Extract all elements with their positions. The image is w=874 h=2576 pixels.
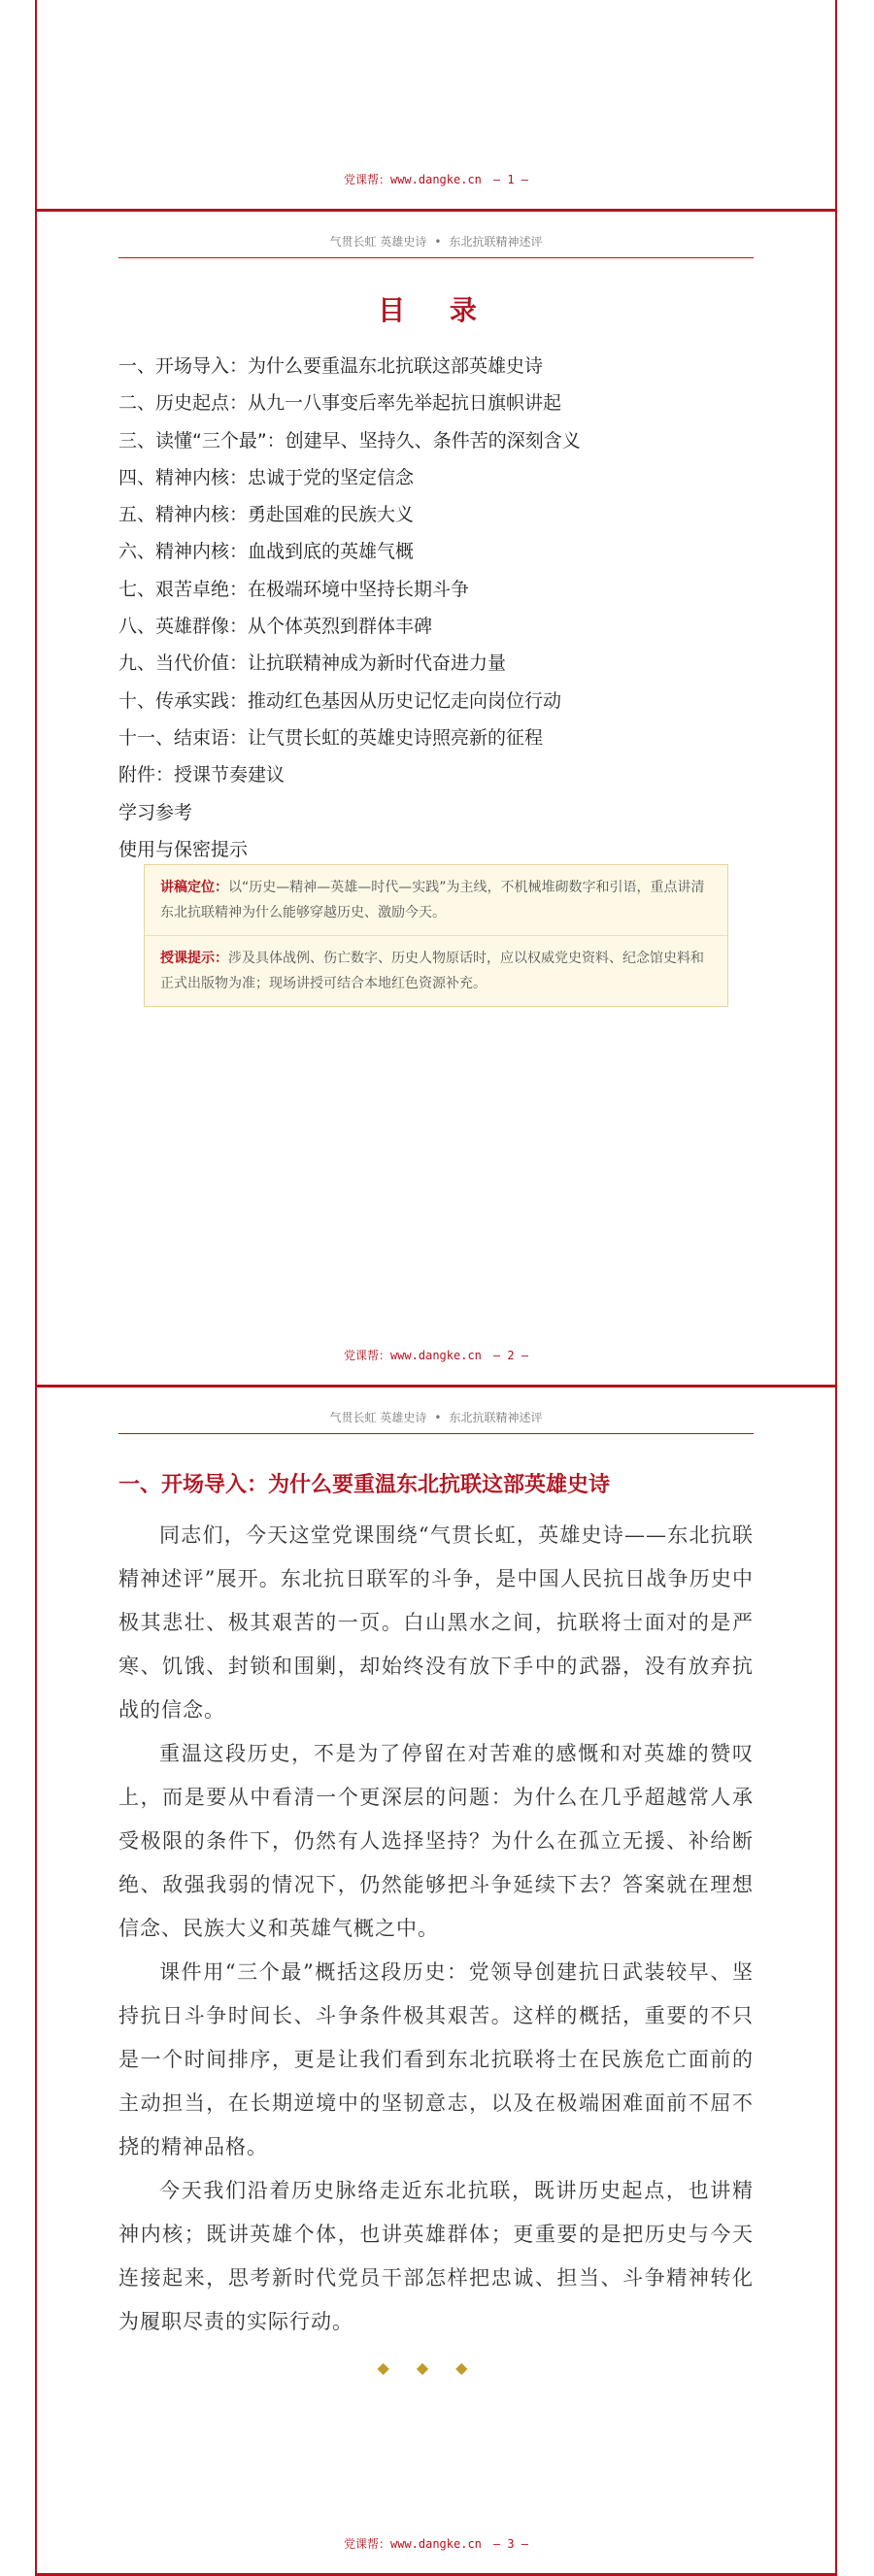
positioning-label: 讲稿定位： [160,880,228,895]
section-title: 一、开场导入：为什么要重温东北抗联这部英雄史诗 [118,1473,611,1497]
header-title: 气贯长虹 英雄史诗 [329,235,427,249]
header-subtitle: 东北抗联精神述评 [449,235,543,249]
toc-item[interactable]: 二、历史起点：从九一八事变后率先举起抗日旗帜讲起 [118,392,562,415]
toc-item[interactable]: 八、英雄群像：从个体英烈到群体丰碑 [118,616,433,638]
footer-site[interactable]: 党课帮：www.dangke.cn [343,2537,482,2551]
footer-page-number: — 1 — [492,173,529,186]
paragraph: 同志们，今天这堂党课围绕“气贯长虹，英雄史诗——东北抗联精神述评”展开。东北抗日联军的斗争，是中国人民抗日战争历史中极其悲壮、极其艰苦的一页。白山黑水之间，抗联将士面对的是严寒、饥饿、封锁和围剿，却始终没有放下手中的武器，没有放弃抗战的信念。 [118,1523,754,1722]
notice-box [144,864,728,1007]
diamond-ornament-icon: ◆◆◆ [377,2359,495,2377]
paragraph: 课件用“三个最”概括这段历史：党领导创建抗日武装较早、坚持抗日斗争时间长、斗争条件极其艰苦。这样的概括，重要的不只是一个时间排序，更是让我们看到东北抗联将士在民族危亡面前的主动担当，在长期逆境中的坚韧意志，以及在极端困难面前不屈不挠的精神品格。 [118,1960,754,2158]
header-subtitle: 东北抗联精神述评 [449,1411,543,1424]
tip-label: 授课提示： [160,951,228,966]
page-1 [35,0,837,212]
positioning-note [145,865,727,935]
toc-item[interactable]: 四、精神内核：忠诚于党的坚定信念 [118,466,415,488]
page-2 [35,212,837,1388]
toc-item[interactable]: 六、精神内核：血战到底的英雄气概 [118,541,415,563]
toc-item[interactable]: 学习参考 [118,801,193,823]
footer-site[interactable]: 党课帮：www.dangke.cn [343,173,482,186]
header-title: 气贯长虹 英雄史诗 [329,1411,427,1424]
toc-item[interactable]: 九、当代价值：让抗联精神成为新时代奋进力量 [118,652,507,675]
page-footer [37,171,835,187]
positioning-text: 以“历史—精神—英雄—时代—实践”为主线，不机械堆砌数字和引语，重点讲清东北抗联精神为什么能够穿越历史、激励今天。 [160,880,705,920]
footer-site[interactable]: 党课帮：www.dangke.cn [343,1349,482,1362]
toc-item[interactable]: 十、传承实践：推动红色基因从历史记忆走向岗位行动 [118,689,562,712]
footer-page-number: — 3 — [492,2537,529,2551]
teaching-tip [145,935,727,1006]
page-3 [35,1388,837,2576]
paragraph: 重温这段历史，不是为了停留在对苦难的感慨和对英雄的赞叹上，而是要从中看清一个更深层的问题：为什么在几乎超越常人承受极限的条件下，仍然有人选择坚持？为什么在孤立无援、补给断绝、敌强我弱的情况下，仍然能够把斗争延续下去？答案就在理想信念、民族大义和英雄气概之中。 [118,1742,754,1940]
toc-item[interactable]: 一、开场导入：为什么要重温东北抗联这部英雄史诗 [118,355,544,377]
running-header [118,233,754,258]
page-footer [37,2535,835,2552]
footer-page-number: — 2 — [492,1349,529,1362]
header-separator: • [434,1411,442,1424]
toc-list [118,348,754,868]
toc-item[interactable]: 附件：授课节奏建议 [118,764,286,786]
running-header [118,1409,754,1434]
section-body [118,1514,754,2344]
toc-item[interactable]: 七、艰苦卓绝：在极端环境中坚持长期斗争 [118,578,470,600]
tip-text: 涉及具体战例、伤亡数字、历史人物原话时，应以权威党史资料、纪念馆史料和正式出版物为准；现场讲授可结合本地红色资源补充。 [160,951,704,991]
toc-item[interactable]: 十一、结束语：让气贯长虹的英雄史诗照亮新的征程 [118,726,544,749]
header-separator: • [434,235,442,249]
toc-item[interactable]: 使用与保密提示 [118,838,249,860]
toc-item[interactable]: 三、读懂“三个最”：创建早、坚持久、条件苦的深刻含义 [118,429,581,452]
page-footer [37,1347,835,1363]
toc-title: 目 录 [378,294,494,326]
paragraph: 今天我们沿着历史脉络走近东北抗联，既讲历史起点，也讲精神内核；既讲英雄个体，也讲英雄群体；更重要的是把历史与今天连接起来，思考新时代党员干部怎样把忠诚、担当、斗争精神转化为履职尽责的实际行动。 [118,2179,754,2333]
toc-item[interactable]: 五、精神内核：勇赴国难的民族大义 [118,504,415,526]
